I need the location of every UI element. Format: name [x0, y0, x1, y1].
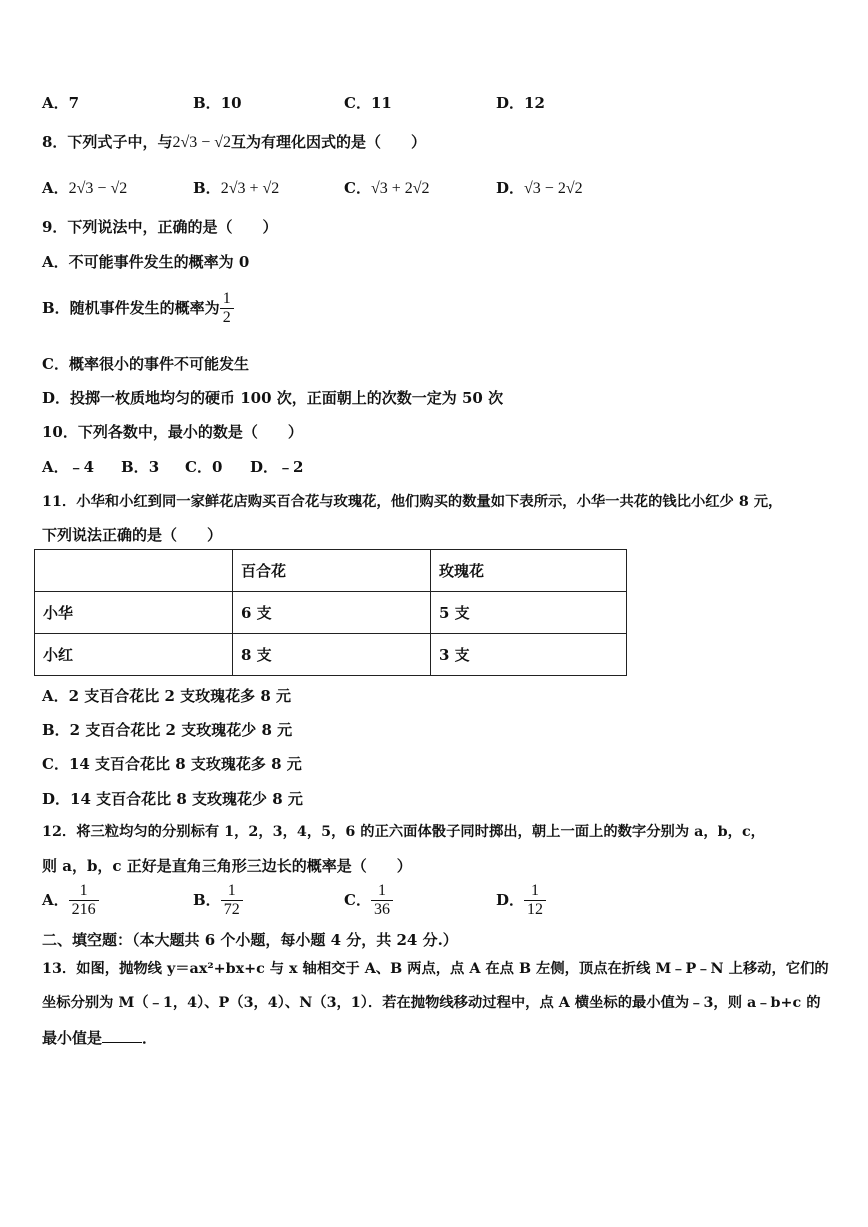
q10-option-d: [250, 456, 303, 477]
section-heading: 二、填空题：（本大题共 6 个小题，每小题 4 分，共 24 分.）: [42, 931, 458, 949]
fraction-denominator: 2: [220, 308, 234, 327]
option-letter: C．: [344, 179, 371, 197]
option-letter: B．: [121, 458, 149, 476]
q13-line2: 坐标分别为 M（﹣1，4）、P（3，4）、N（3，1）．若在抛物线移动过程中，点 A 横坐标的最小值为﹣3，则 a﹣b+c 的: [42, 995, 821, 1011]
q11-option-d: D．14 支百合花比 8 支玫瑰花少 8 元: [42, 790, 303, 808]
q12-option-d: [496, 882, 546, 920]
table-header-row: [35, 550, 627, 592]
fraction-numerator: 1: [531, 882, 540, 899]
fraction-numerator: 1: [79, 882, 88, 899]
table-cell: 8 支: [233, 634, 431, 676]
q11-table: [34, 549, 627, 676]
q9-stem: 9．下列说法中，正确的是（ ）: [42, 218, 278, 236]
option-text: 0: [211, 458, 223, 476]
q11-option-a: A．2 支百合花比 2 支玫瑰花多 8 元: [42, 687, 292, 705]
option-letter: C．: [344, 94, 371, 112]
table-cell: 6 支: [233, 592, 431, 634]
table-header-cell: 玫瑰花: [431, 550, 627, 592]
option-fraction: [69, 882, 99, 920]
q10-option-a: [42, 456, 94, 477]
option-letter: C．: [185, 458, 212, 476]
q8-stem-pre: 8．下列式子中，与: [42, 133, 173, 151]
q11-stem-line2: 下列说法正确的是（ ）: [42, 526, 223, 544]
table-header-cell: [35, 550, 233, 592]
fraction-denominator: 72: [221, 900, 243, 919]
option-text: 10: [220, 94, 242, 112]
q8-option-c: [344, 177, 430, 198]
q9-option-c: C．概率很小的事件不可能发生: [42, 355, 249, 373]
option-letter: D．: [250, 458, 279, 476]
option-expression: 2√3 + √2: [220, 180, 280, 197]
table-cell: 3 支: [431, 634, 627, 676]
q12-option-b: [193, 882, 243, 920]
q12-stem-line2: 则 a，b，c 正好是直角三角形三边长的概率是（ ）: [42, 857, 412, 875]
q8-option-a: [42, 177, 127, 198]
q11-stem-line1: 11．小华和小红到同一家鲜花店购买百合花与玫瑰花，他们购买的数量如下表所示，小华一共花的钱比小红少 8 元，: [42, 494, 783, 510]
option-text: 12: [524, 94, 545, 112]
q7-option-c: [344, 92, 392, 113]
option-text: 11: [370, 94, 392, 112]
option-fraction: [221, 882, 243, 920]
q12-stem-line1: 12．将三粒均匀的分别标有 1，2，3，4，5，6 的正六面体骰子同时掷出，朝上一面上的数字分别为 a，b，c，: [42, 824, 765, 840]
option-fraction: [524, 882, 546, 920]
option-letter: D．: [496, 179, 525, 197]
q7-option-a: [42, 92, 79, 113]
option-text: ﹣2: [278, 458, 304, 476]
option-letter: B．: [193, 179, 221, 197]
option-letter: C．: [344, 890, 371, 909]
fraction-numerator: 1: [227, 882, 236, 899]
q11-option-c: C．14 支百合花比 8 支玫瑰花多 8 元: [42, 755, 302, 773]
option-expression: 2√3 − √2: [68, 180, 128, 197]
q7-option-b: [193, 92, 242, 113]
q7-option-d: [496, 92, 545, 113]
q8-stem: [42, 131, 426, 152]
option-letter: A．: [42, 94, 69, 112]
q8-stem-post: 互为有理化因式的是（ ）: [231, 133, 427, 151]
option-letter: B．: [193, 94, 221, 112]
option-expression: √3 − 2√2: [524, 180, 583, 197]
q8-option-b: [193, 177, 279, 198]
table-row: [35, 592, 627, 634]
option-text: 3: [148, 458, 160, 476]
fraction-denominator: 36: [371, 900, 393, 919]
q10-option-c: [185, 456, 222, 477]
option-letter: A．: [42, 179, 69, 197]
option-fraction: [371, 882, 393, 920]
fraction-denominator: 216: [69, 900, 99, 919]
q9-option-d: D．投掷一枚质地均匀的硬币 100 次，正面朝上的次数一定为 50 次: [42, 389, 504, 407]
option-letter: B．: [193, 890, 221, 909]
table-row: [35, 634, 627, 676]
q8-option-d: [496, 177, 583, 198]
fraction-numerator: 1: [377, 882, 386, 899]
table-cell: 5 支: [431, 592, 627, 634]
option-text: 7: [68, 94, 80, 112]
q12-option-c: [344, 882, 393, 920]
fraction-denominator: 12: [524, 900, 546, 919]
option-letter: D．: [496, 94, 525, 112]
option-letter: D．: [496, 890, 525, 909]
table-header-cell: 百合花: [233, 550, 431, 592]
answer-blank[interactable]: [102, 1028, 142, 1043]
q10-stem: 10．下列各数中，最小的数是（ ）: [42, 423, 303, 441]
q9-option-b-text: B．随机事件发生的概率为: [42, 298, 220, 317]
q10-option-b: [121, 456, 159, 477]
q8-stem-expression: 2√3 − √2: [172, 134, 232, 151]
table-cell: 小华: [35, 592, 233, 634]
q13-line1: 13．如图，抛物线 y＝ax²+bx+c 与 x 轴相交于 A、B 两点，点 A 在点 B 左侧，顶点在折线 M﹣P﹣N 上移动，它们的: [42, 961, 829, 977]
q12-option-a: [42, 882, 99, 920]
option-letter: A．: [42, 458, 69, 476]
table-cell: 小红: [35, 634, 233, 676]
option-text: ﹣4: [68, 458, 95, 476]
q13-line3-text: 最小值是: [42, 1029, 103, 1047]
q9-option-b: [42, 290, 234, 328]
q13-line3-end: ．: [142, 1029, 158, 1047]
q9-option-a: A．不可能事件发生的概率为 0: [42, 253, 250, 271]
option-expression: √3 + 2√2: [370, 180, 430, 197]
fraction-numerator: 1: [222, 290, 231, 307]
q9-option-b-fraction: [220, 290, 234, 328]
q11-option-b: B．2 支百合花比 2 支玫瑰花少 8 元: [42, 721, 293, 739]
q13-line3: [42, 1027, 157, 1048]
option-letter: A．: [42, 890, 69, 909]
